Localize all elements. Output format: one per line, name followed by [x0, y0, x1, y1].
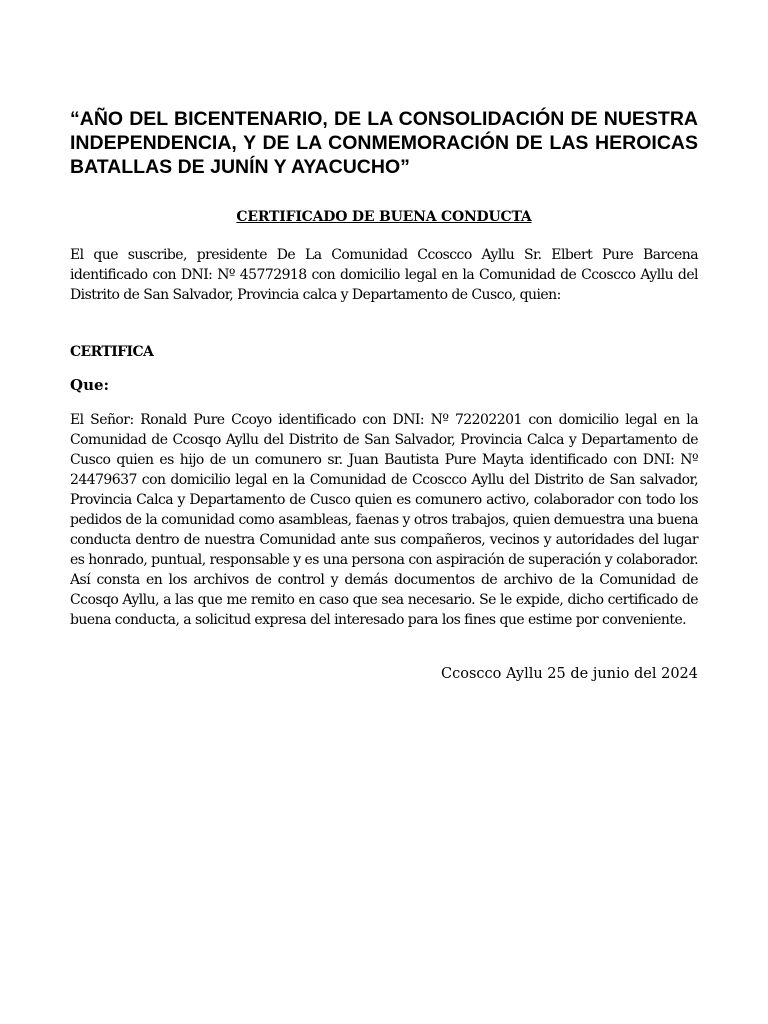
year-motto-heading: “AÑO DEL BICENTENARIO, DE LA CONSOLIDACIÓN DE NUESTRA INDEPENDENCIA, Y DE LA CONMEMORACIÓN DE LAS HEROICAS BATALLAS DE JUNÍN Y AYACUCHO” — [70, 108, 698, 178]
certification-body: El Señor: Ronald Pure Ccoyo identificado con DNI: Nº 72202201 con domicilio legal en la Comunidad de Ccosqo Ayllu del Distrito de San Salvador, Provincia Calca y Departamento de Cusco quien es hijo de un comunero sr. Juan Bautista Pure Mayta identificado con DNI: Nº 24479637 con domicilio legal en la Comunidad de Ccoscco Ayllu del Distrito de San salvador, Provincia Calca y Departamento de Cusco quien es comunero activo, colaborador con todo los pedidos de la comunidad como asambleas, faenas y otros trabajos, quien demuestra una buena conducta dentro de nuestra Comunidad ante sus compañeros, vecinos y autoridades del lugar es honrado, puntual, responsable y es una persona con aspiración de superación y colaborador. Así consta en los archivos de control y demás documentos de archivo de la Comunidad de Ccosqo Ayllu, a las que me remito en caso que sea necesario. Se le expide, dicho certificado de buena conducta, a solicitud expresa del interesado para los fines que estime por conveniente. — [70, 412, 698, 628]
certifica-heading: CERTIFICA — [70, 344, 154, 360]
place-date: Ccoscco Ayllu 25 de junio del 2024 — [441, 666, 698, 682]
intro-paragraph: El que suscribe, presidente De La Comunidad Ccoscco Ayllu Sr. Elbert Pure Barcena identificado con DNI: Nº 45772918 con domicilio legal en la Comunidad de Ccoscco Ayllu del Distrito de San Salvador, Provincia calca y Departamento de Cusco, quien: — [70, 247, 698, 303]
document-title: CERTIFICADO DE BUENA CONDUCTA — [236, 209, 532, 225]
que-label: Que: — [70, 376, 110, 394]
document-page — [70, 107, 698, 682]
